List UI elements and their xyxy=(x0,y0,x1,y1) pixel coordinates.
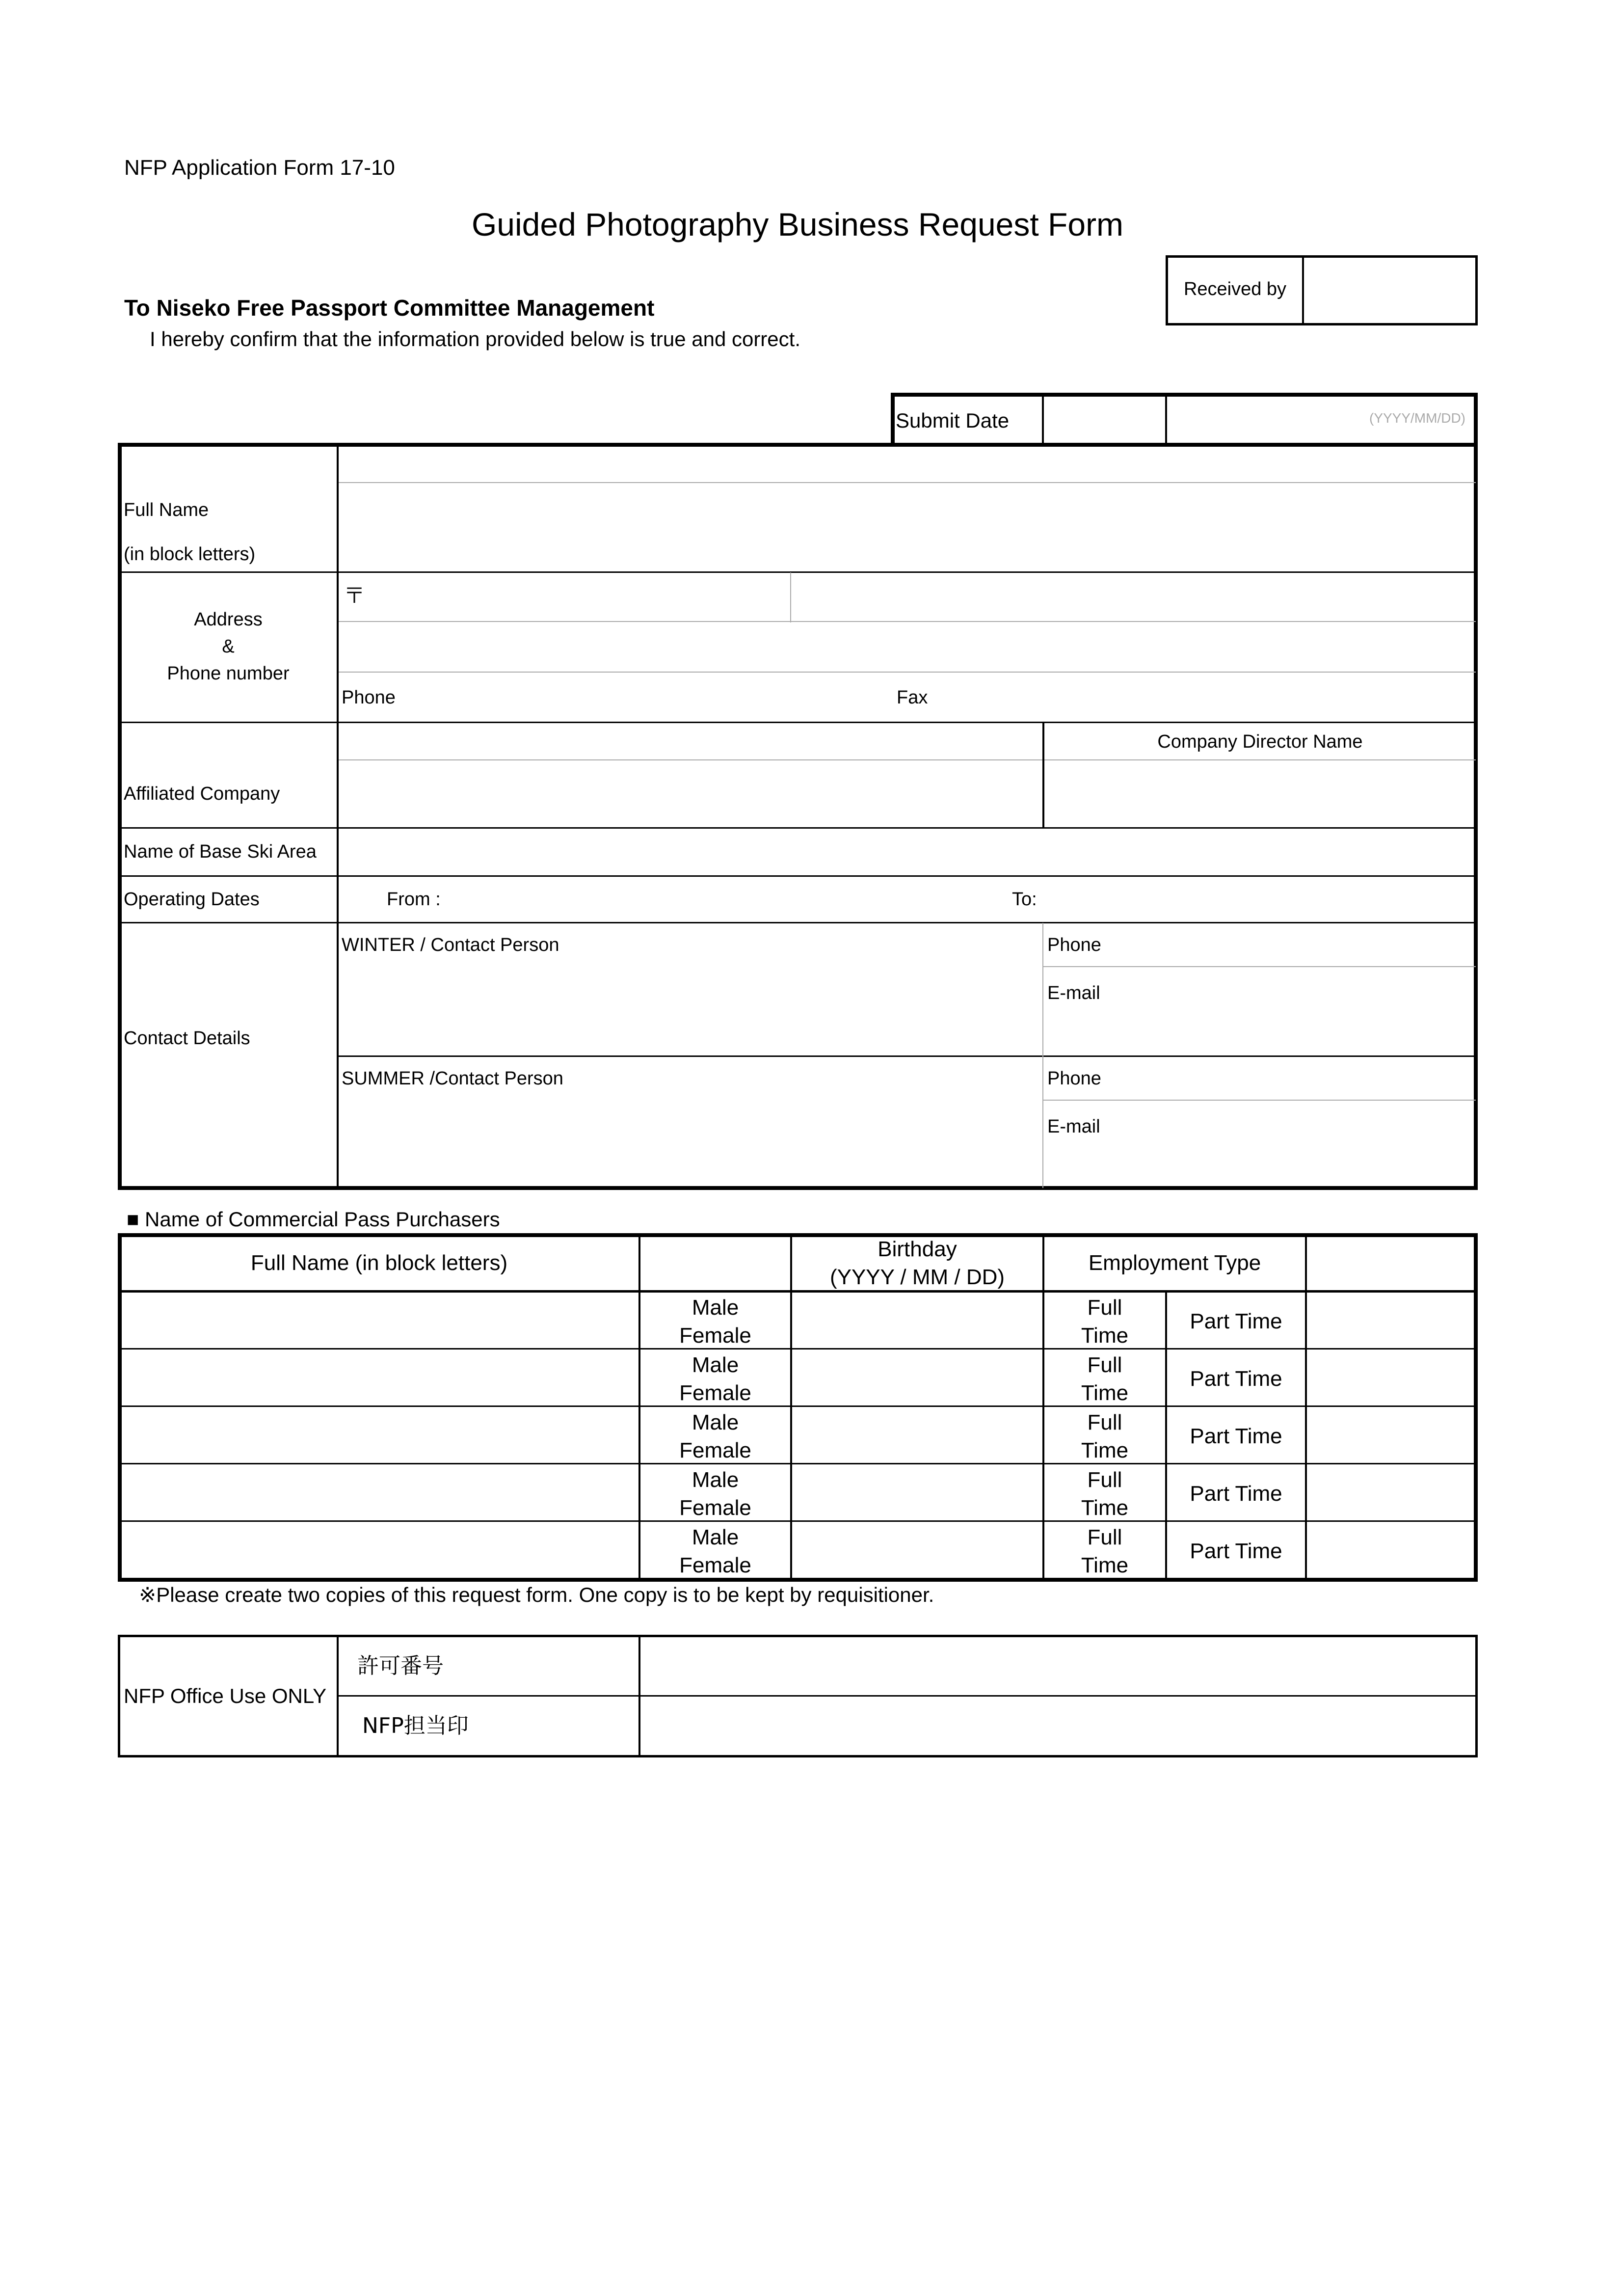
gender-female-option[interactable]: Female xyxy=(679,1381,751,1405)
base-ski-area-label: Name of Base Ski Area xyxy=(124,841,317,862)
operating-dates-label: Operating Dates xyxy=(124,889,260,910)
gender-male-option[interactable]: Male xyxy=(692,1353,739,1377)
postal-mark: 〒 xyxy=(344,584,365,608)
winter-email-field[interactable] xyxy=(1109,968,1474,1054)
winter-phone-field[interactable] xyxy=(1109,925,1474,965)
full-name-sublabel: (in block letters) xyxy=(124,544,256,565)
addressee: To Niseko Free Passport Committee Management xyxy=(124,295,655,321)
fax-field[interactable] xyxy=(937,674,1474,720)
summer-contact-label: SUMMER /Contact Person xyxy=(342,1068,563,1089)
purchasers-section-title: ■ Name of Commercial Pass Purchasers xyxy=(127,1208,500,1231)
full-name-reading-field[interactable] xyxy=(340,446,1474,481)
affiliated-company-field[interactable] xyxy=(340,762,1040,826)
form-number: NFP Application Form 17-10 xyxy=(124,156,395,180)
submit-date-field[interactable] xyxy=(1044,397,1164,445)
winter-contact-field[interactable] xyxy=(340,957,1040,1053)
purchaser-extra-field[interactable] xyxy=(1307,1522,1475,1576)
address-line2-field[interactable] xyxy=(340,623,1474,670)
address-line1-field[interactable] xyxy=(792,574,1474,620)
gender-male-option[interactable]: Male xyxy=(692,1296,739,1320)
permit-number-field[interactable] xyxy=(641,1637,1475,1694)
received-by-field[interactable] xyxy=(1304,258,1475,323)
employment-full-time-option[interactable]: Full xyxy=(1087,1353,1122,1377)
company-director-label: Company Director Name xyxy=(1157,731,1363,752)
winter-contact-label: WINTER / Contact Person xyxy=(342,935,559,955)
confirmation-statement: I hereby confirm that the information provided below is true and correct. xyxy=(150,327,800,351)
col-employment-header: Employment Type xyxy=(1088,1251,1261,1275)
contact-details-label: Contact Details xyxy=(124,1028,250,1049)
gender-female-option[interactable]: Female xyxy=(679,1324,751,1348)
employment-full-time-option-line2: Time xyxy=(1081,1438,1129,1462)
winter-phone-label: Phone xyxy=(1047,935,1101,955)
purchaser-extra-field[interactable] xyxy=(1307,1350,1475,1404)
col-birthday-header: Birthday xyxy=(878,1237,957,1261)
purchaser-name-field[interactable] xyxy=(122,1407,637,1461)
birthday-field[interactable] xyxy=(792,1292,1041,1346)
submit-date-format: (YYYY/MM/DD) xyxy=(1369,410,1465,426)
purchaser-name-field[interactable] xyxy=(122,1292,637,1346)
summer-email-label: E-mail xyxy=(1047,1116,1100,1137)
gender-female-option[interactable]: Female xyxy=(679,1496,751,1520)
employment-part-time-option[interactable]: Part Time xyxy=(1190,1482,1282,1506)
employment-part-time-option[interactable]: Part Time xyxy=(1190,1424,1282,1448)
purchaser-extra-field[interactable] xyxy=(1307,1292,1475,1346)
gender-male-option[interactable]: Male xyxy=(692,1525,739,1549)
from-date-field[interactable] xyxy=(447,878,1006,921)
employment-full-time-option-line2: Time xyxy=(1081,1324,1129,1348)
staff-stamp-field[interactable] xyxy=(641,1698,1475,1755)
office-use-label: NFP Office Use ONLY xyxy=(124,1684,327,1707)
employment-full-time-option[interactable]: Full xyxy=(1087,1296,1122,1320)
purchaser-extra-field[interactable] xyxy=(1307,1464,1475,1518)
submit-date-label: Submit Date xyxy=(896,409,1010,432)
purchaser-extra-field[interactable] xyxy=(1307,1407,1475,1461)
employment-full-time-option-line2: Time xyxy=(1081,1381,1129,1405)
phone-number-label: Phone number xyxy=(167,663,290,684)
summer-phone-label: Phone xyxy=(1047,1068,1101,1089)
summer-contact-field[interactable] xyxy=(340,1091,1040,1187)
gender-male-option[interactable]: Male xyxy=(692,1410,739,1434)
employment-full-time-option[interactable]: Full xyxy=(1087,1525,1122,1549)
gender-female-option[interactable]: Female xyxy=(679,1553,751,1577)
full-name-label: Full Name xyxy=(124,500,209,520)
employment-full-time-option-line2: Time xyxy=(1081,1496,1129,1520)
summer-phone-field[interactable] xyxy=(1109,1058,1474,1099)
address-label: Address xyxy=(194,609,263,630)
gender-female-option[interactable]: Female xyxy=(679,1438,751,1462)
staff-stamp-label: NFP担当印 xyxy=(362,1713,469,1738)
permit-number-label: 許可番号 xyxy=(357,1653,444,1678)
purchaser-name-field[interactable] xyxy=(122,1464,637,1518)
birthday-field[interactable] xyxy=(792,1522,1041,1576)
from-label: From : xyxy=(387,889,441,910)
affiliated-company-label: Affiliated Company xyxy=(124,783,280,804)
birthday-field[interactable] xyxy=(792,1407,1041,1461)
full-name-field[interactable] xyxy=(340,484,1474,570)
col-birthday-format: (YYYY / MM / DD) xyxy=(829,1265,1005,1289)
winter-email-label: E-mail xyxy=(1047,983,1100,1003)
employment-full-time-option-line2: Time xyxy=(1081,1553,1129,1577)
base-ski-area-field[interactable] xyxy=(340,830,1474,874)
to-date-field[interactable] xyxy=(1045,878,1474,921)
received-by-label: Received by xyxy=(1183,279,1287,299)
copies-note: ※Please create two copies of this request form. One copy is to be kept by requisitioner. xyxy=(139,1583,934,1606)
birthday-field[interactable] xyxy=(792,1464,1041,1518)
page-title: Guided Photography Business Request Form xyxy=(471,206,1124,243)
employment-full-time-option[interactable]: Full xyxy=(1087,1468,1122,1492)
employment-part-time-option[interactable]: Part Time xyxy=(1190,1539,1282,1563)
col-full-name-header: Full Name (in block letters) xyxy=(250,1251,508,1275)
employment-full-time-option[interactable]: Full xyxy=(1087,1410,1122,1434)
purchaser-name-field[interactable] xyxy=(122,1350,637,1404)
phone-field[interactable] xyxy=(402,674,888,720)
summer-email-field[interactable] xyxy=(1109,1102,1474,1188)
gender-male-option[interactable]: Male xyxy=(692,1468,739,1492)
address-ampersand: & xyxy=(222,636,235,657)
fax-label: Fax xyxy=(897,687,928,708)
to-label: To: xyxy=(1012,889,1037,910)
employment-part-time-option[interactable]: Part Time xyxy=(1190,1367,1282,1391)
postal-code-field[interactable] xyxy=(373,574,788,620)
purchaser-name-field[interactable] xyxy=(122,1522,637,1576)
employment-part-time-option[interactable]: Part Time xyxy=(1190,1309,1282,1333)
company-director-field[interactable] xyxy=(1045,762,1474,826)
phone-label: Phone xyxy=(342,687,396,708)
affiliated-company-reading-field[interactable] xyxy=(340,725,1040,758)
birthday-field[interactable] xyxy=(792,1350,1041,1404)
